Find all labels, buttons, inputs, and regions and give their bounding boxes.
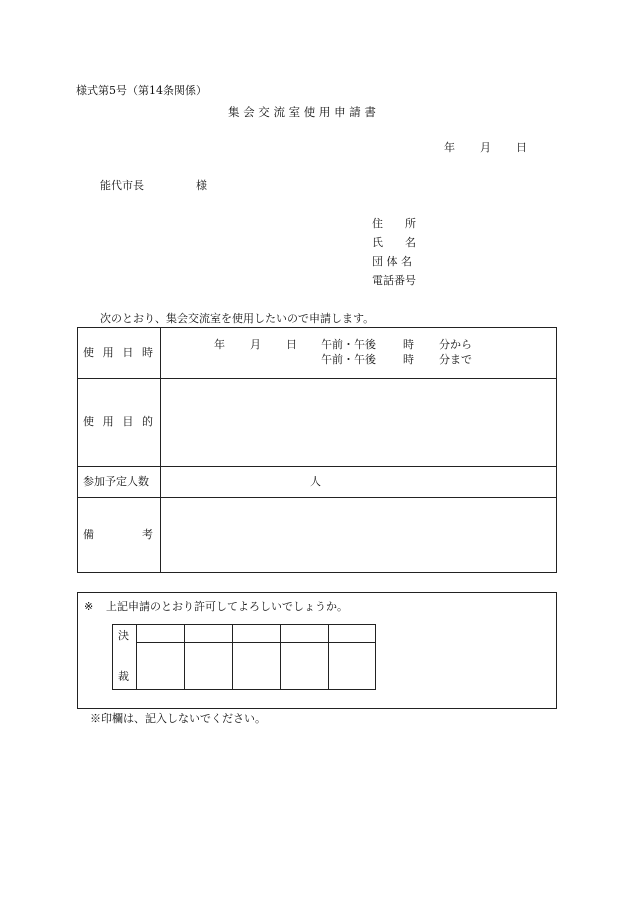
decision-char-1: 決	[118, 629, 129, 642]
footnote: ※印欄は、記入しないでください。	[90, 712, 266, 725]
table-label-divider	[160, 327, 161, 573]
table-row-divider	[77, 466, 557, 467]
datetime-day: 日	[286, 338, 297, 351]
applicant-name-label: 氏 名	[372, 236, 416, 249]
decision-char-2: 裁	[118, 670, 129, 683]
decision-grid-divider	[184, 624, 185, 690]
attendees-label: 参加予定人数	[83, 475, 149, 488]
decision-grid	[112, 624, 376, 690]
hour-from: 時	[403, 338, 414, 351]
applicant-phone-label: 電話番号	[372, 274, 416, 287]
table-row-divider	[77, 497, 557, 498]
approval-mark: ※	[84, 600, 94, 613]
attendees-unit: 人	[310, 475, 321, 488]
hour-to: 時	[403, 353, 414, 366]
form-number: 様式第5号（第14条関係）	[76, 84, 207, 97]
decision-grid-divider	[136, 624, 137, 690]
ampm-from: 午前・午後	[321, 338, 376, 351]
applicant-group-label: 団 体 名	[372, 255, 412, 268]
decision-grid-divider	[328, 624, 329, 690]
decision-grid-divider	[280, 624, 281, 690]
table-row-divider	[77, 378, 557, 379]
usage-datetime-label: 使 用 日 時	[83, 346, 153, 359]
datetime-year: 年	[214, 338, 225, 351]
addressee-name: 能代市長	[100, 179, 144, 192]
minute-from: 分から	[439, 338, 472, 351]
approval-question: 上記申請のとおり許可してよろしいでしょうか。	[106, 600, 348, 613]
datetime-month: 月	[250, 338, 261, 351]
minute-to: 分まで	[439, 353, 472, 366]
addressee-honorific: 様	[196, 179, 207, 192]
form-title: 集 会 交 流 室 使 用 申 請 書	[228, 105, 376, 119]
date-month-label: 月	[480, 141, 491, 154]
date-year-label: 年	[444, 141, 455, 154]
date-day-label: 日	[516, 141, 527, 154]
decision-grid-divider	[232, 624, 233, 690]
decision-grid-row-divider	[136, 642, 376, 643]
applicant-address-label: 住 所	[372, 217, 416, 230]
purpose-label: 使 用 目 的	[83, 415, 153, 428]
ampm-to: 午前・午後	[321, 353, 376, 366]
remarks-label: 備 考	[83, 528, 153, 541]
intro-text: 次のとおり、集会交流室を使用したいので申請します。	[100, 312, 375, 325]
